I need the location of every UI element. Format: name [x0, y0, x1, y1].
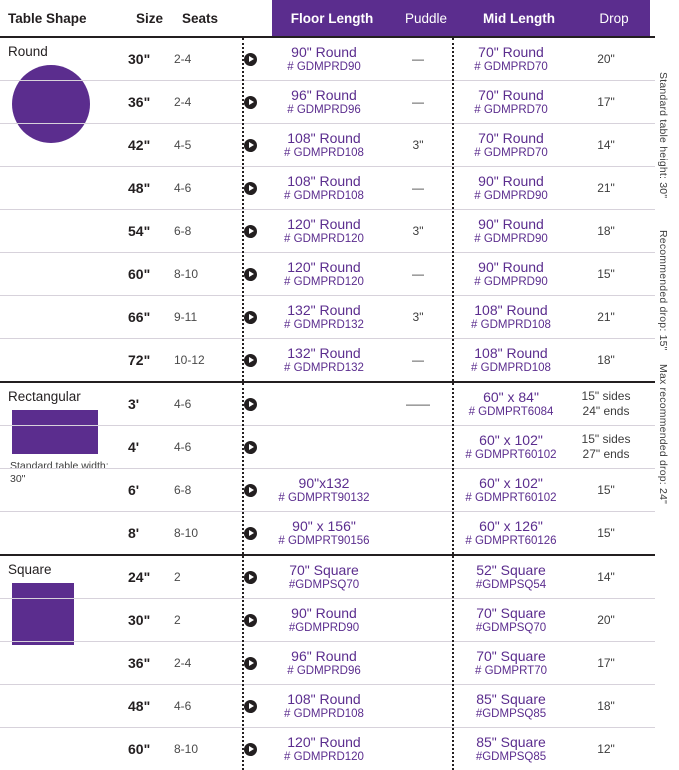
drop-cell: 20" — [597, 612, 615, 627]
arrow-cell — [236, 124, 264, 166]
seats-cell: 2-4 — [174, 656, 192, 670]
section-square — [0, 556, 655, 770]
mid-length-cell — [452, 124, 570, 166]
mid-length-cell — [452, 469, 570, 511]
seats-cell: 6-8 — [174, 224, 192, 238]
seats-cell: 9-11 — [174, 310, 198, 324]
table-row — [0, 253, 655, 296]
arrow-right-icon — [244, 354, 257, 367]
shape-cell — [0, 642, 128, 684]
shape-cell — [0, 383, 128, 425]
seats-cell: 6-8 — [174, 483, 192, 497]
drop-cell: 14" — [597, 569, 615, 584]
mid-length-value: 70" Round — [478, 43, 544, 60]
floor-length-value: 90" x 156" — [292, 517, 356, 534]
mid-length-cell — [452, 383, 570, 425]
mid-length-sku: #GDMPSQ85 — [475, 750, 547, 763]
mid-length-sku: # GDMPRD108 — [471, 318, 551, 331]
puddle-cell — [384, 685, 452, 727]
mid-length-cell — [452, 685, 570, 727]
floor-length-sku: #GDMPRD90 — [288, 621, 360, 634]
drop-cell: 15" sides 27" ends — [581, 432, 631, 461]
table-row — [0, 728, 655, 770]
mid-length-cell — [452, 556, 570, 598]
side-note-2: Max recommended drop: 24" — [657, 364, 669, 505]
mid-length-sku: # GDMPRT6084 — [468, 405, 554, 418]
mid-length-cell — [452, 339, 570, 381]
arrow-right-icon — [244, 527, 257, 540]
size-cell: 72" — [128, 352, 151, 368]
floor-length-cell — [264, 512, 384, 554]
mid-length-cell — [452, 253, 570, 295]
arrow-right-icon — [244, 311, 257, 324]
mid-length-sku: # GDMPRD70 — [474, 103, 548, 116]
shape-cell — [0, 124, 128, 166]
seats-cell: 10-12 — [174, 353, 205, 367]
arrow-right-icon — [244, 743, 257, 756]
size-cell: 54" — [128, 223, 151, 239]
header-size: Size — [136, 10, 164, 26]
mid-length-sku: # GDMPRD70 — [474, 146, 548, 159]
size-cell: 66" — [128, 309, 151, 325]
shape-label: Rectangular — [8, 389, 81, 404]
drop-cell: 20" — [597, 51, 615, 66]
puddle-cell: — — [412, 52, 424, 66]
arrow-cell — [236, 383, 264, 425]
floor-length-value: 108" Round — [287, 690, 361, 707]
arrow-cell — [236, 599, 264, 641]
table-row — [0, 296, 655, 339]
floor-length-sku: # GDMPRD108 — [284, 146, 364, 159]
seats-cell: 2-4 — [174, 52, 192, 66]
drop-cell: 15" sides 24" ends — [581, 389, 631, 418]
puddle-cell — [384, 599, 452, 641]
arrow-right-icon — [244, 268, 257, 281]
size-cell: 42" — [128, 137, 151, 153]
mid-length-sku: #GDMPSQ70 — [475, 621, 547, 634]
floor-length-cell — [264, 685, 384, 727]
size-cell: 8' — [128, 525, 140, 541]
table-row — [0, 469, 655, 512]
table-row — [0, 383, 655, 426]
arrow-cell — [236, 556, 264, 598]
mid-length-value: 70" Square — [476, 604, 546, 621]
shape-cell — [0, 556, 128, 598]
shape-cell — [0, 685, 128, 727]
puddle-cell: — — [412, 267, 424, 281]
table-row — [0, 426, 655, 469]
arrow-cell — [236, 296, 264, 338]
floor-length-cell — [264, 339, 384, 381]
shape-label: Square — [8, 562, 52, 577]
mid-length-value: 70" Round — [478, 86, 544, 103]
floor-length-value: 90" Round — [291, 43, 357, 60]
mid-length-value: 60" x 102" — [479, 431, 543, 448]
floor-length-value: 120" Round — [287, 733, 361, 750]
floor-length-sku: # GDMPRD108 — [284, 707, 364, 720]
floor-length-sku: # GDMPRD132 — [284, 318, 364, 331]
shape-cell — [0, 426, 128, 468]
section-rectangular — [0, 383, 655, 554]
arrow-cell — [236, 426, 264, 468]
drop-cell: 21" — [597, 180, 615, 195]
shape-cell — [0, 599, 128, 641]
table-row — [0, 38, 655, 81]
shape-cell — [0, 81, 128, 123]
size-cell: 24" — [128, 569, 151, 585]
floor-length-sku: # GDMPRD132 — [284, 361, 364, 374]
side-note-1: Recommended drop: 15" — [657, 230, 669, 351]
arrow-cell — [236, 210, 264, 252]
size-cell: 30" — [128, 612, 151, 628]
arrow-cell — [236, 728, 264, 770]
mid-length-sku: # GDMPRT60102 — [465, 448, 557, 461]
floor-length-cell — [264, 383, 384, 425]
column-separator-left — [242, 556, 244, 770]
shape-cell — [0, 210, 128, 252]
puddle-cell — [384, 642, 452, 684]
mid-length-sku: # GDMPRT60126 — [465, 534, 557, 547]
arrow-cell — [236, 469, 264, 511]
mid-length-cell — [452, 296, 570, 338]
floor-length-value: 96" Round — [291, 647, 357, 664]
seats-cell: 8-10 — [174, 526, 199, 540]
shape-cell — [0, 167, 128, 209]
floor-length-cell — [264, 210, 384, 252]
column-separator-right — [452, 556, 454, 770]
puddle-cell — [384, 556, 452, 598]
seats-cell: 4-5 — [174, 138, 192, 152]
arrow-cell — [236, 167, 264, 209]
header-spacer — [244, 0, 272, 36]
shape-cell — [0, 728, 128, 770]
puddle-cell: —— — [406, 397, 430, 411]
floor-length-cell — [264, 81, 384, 123]
header-floor-length: Floor Length — [272, 0, 392, 36]
size-cell: 48" — [128, 698, 151, 714]
seats-cell: 8-10 — [174, 742, 199, 756]
table-row — [0, 512, 655, 554]
arrow-cell — [236, 642, 264, 684]
arrow-right-icon — [244, 484, 257, 497]
arrow-right-icon — [244, 441, 257, 454]
header-mid-length: Mid Length — [460, 0, 578, 36]
mid-length-sku: # GDMPRT60102 — [465, 491, 557, 504]
floor-length-value: 132" Round — [287, 344, 361, 361]
column-separator-left — [242, 383, 244, 554]
arrow-right-icon — [244, 571, 257, 584]
shape-cell — [0, 38, 128, 80]
arrow-right-icon — [244, 53, 257, 66]
header-table-shape: Table Shape — [8, 10, 87, 26]
shape-note: Standard table width: 30" — [10, 460, 109, 486]
mid-length-value: 90" Round — [478, 215, 544, 232]
mid-length-value: 60" x 102" — [479, 474, 543, 491]
mid-length-sku: # GDMPRD90 — [474, 232, 548, 245]
floor-length-sku: # GDMPRD96 — [287, 103, 361, 116]
table-row — [0, 642, 655, 685]
column-separator-right — [452, 383, 454, 554]
floor-length-cell — [264, 556, 384, 598]
size-cell: 36" — [128, 655, 151, 671]
size-cell: 48" — [128, 180, 151, 196]
floor-length-sku: # GDMPRD96 — [287, 664, 361, 677]
mid-length-sku: #GDMPSQ54 — [475, 578, 547, 591]
floor-length-sku: # GDMPRD90 — [287, 60, 361, 73]
seats-cell: 2-4 — [174, 95, 192, 109]
seats-cell: 4-6 — [174, 699, 192, 713]
table-row — [0, 685, 655, 728]
floor-length-sku: # GDMPRD120 — [284, 275, 364, 288]
floor-length-value: 132" Round — [287, 301, 361, 318]
arrow-right-icon — [244, 225, 257, 238]
mid-length-value: 52" Square — [476, 561, 546, 578]
puddle-cell — [384, 512, 452, 554]
floor-length-sku: # GDMPRD120 — [284, 232, 364, 245]
puddle-cell — [384, 426, 452, 468]
mid-length-sku: # GDMPRD70 — [474, 60, 548, 73]
arrow-cell — [236, 339, 264, 381]
arrow-cell — [236, 512, 264, 554]
mid-length-value: 90" Round — [478, 172, 544, 189]
shape-cell — [0, 512, 128, 554]
shape-label: Round — [8, 44, 48, 59]
table-header — [0, 0, 679, 36]
arrow-right-icon — [244, 657, 257, 670]
table-row — [0, 124, 655, 167]
drop-cell: 17" — [597, 655, 615, 670]
mid-length-value: 108" Round — [474, 301, 548, 318]
mid-length-sku: # GDMPRD108 — [471, 361, 551, 374]
floor-length-value: 90" Round — [291, 604, 357, 621]
floor-length-sku: # GDMPRT90132 — [278, 491, 370, 504]
column-separator-left — [242, 38, 244, 381]
seats-cell: 4-6 — [174, 440, 192, 454]
floor-length-value: 120" Round — [287, 215, 361, 232]
column-separator-right — [452, 38, 454, 381]
size-cell: 30" — [128, 51, 151, 67]
drop-cell: 18" — [597, 698, 615, 713]
mid-length-cell — [452, 512, 570, 554]
floor-length-sku: # GDMPRD120 — [284, 750, 364, 763]
mid-length-cell — [452, 81, 570, 123]
floor-length-cell — [264, 38, 384, 80]
mid-length-sku: # GDMPRT70 — [474, 664, 547, 677]
floor-length-cell — [264, 426, 384, 468]
shape-cell — [0, 253, 128, 295]
arrow-right-icon — [244, 614, 257, 627]
header-drop: Drop — [578, 0, 650, 36]
size-cell: 60" — [128, 741, 151, 757]
seats-cell: 4-6 — [174, 181, 192, 195]
floor-length-cell — [264, 253, 384, 295]
floor-length-sku: # GDMPRT90156 — [278, 534, 370, 547]
size-cell: 6' — [128, 482, 140, 498]
drop-cell: 18" — [597, 223, 615, 238]
mid-length-cell — [452, 599, 570, 641]
section-round — [0, 38, 655, 381]
mid-length-cell — [452, 642, 570, 684]
puddle-cell: 3" — [412, 310, 424, 324]
floor-length-sku: # GDMPRD108 — [284, 189, 364, 202]
arrow-right-icon — [244, 139, 257, 152]
size-chart-grid — [0, 36, 655, 770]
arrow-cell — [236, 685, 264, 727]
arrow-cell — [236, 253, 264, 295]
drop-cell: 21" — [597, 309, 615, 324]
mid-length-value: 60" x 84" — [483, 388, 539, 405]
mid-length-sku: #GDMPSQ85 — [475, 707, 547, 720]
mid-length-value: 70" Square — [476, 647, 546, 664]
floor-length-cell — [264, 124, 384, 166]
side-notes — [655, 34, 677, 505]
floor-length-sku: #GDMPSQ70 — [288, 578, 360, 591]
arrow-cell — [236, 38, 264, 80]
header-puddle: Puddle — [392, 0, 460, 36]
table-row — [0, 339, 655, 381]
table-row — [0, 167, 655, 210]
mid-length-value: 90" Round — [478, 258, 544, 275]
floor-length-value: 96" Round — [291, 86, 357, 103]
drop-cell: 15" — [597, 482, 615, 497]
drop-cell: 14" — [597, 137, 615, 152]
mid-length-value: 108" Round — [474, 344, 548, 361]
floor-length-value: 90"x132 — [298, 474, 350, 491]
floor-length-value: 108" Round — [287, 172, 361, 189]
seats-cell: 4-6 — [174, 397, 192, 411]
drop-cell: 17" — [597, 94, 615, 109]
arrow-right-icon — [244, 700, 257, 713]
floor-length-value: 70" Square — [289, 561, 359, 578]
arrow-right-icon — [244, 398, 257, 411]
puddle-cell — [384, 469, 452, 511]
table-row — [0, 210, 655, 253]
puddle-cell — [384, 728, 452, 770]
seats-cell: 2 — [174, 613, 181, 627]
mid-length-value: 70" Round — [478, 129, 544, 146]
mid-length-sku: # GDMPRD90 — [474, 275, 548, 288]
floor-length-cell — [264, 167, 384, 209]
size-cell: 60" — [128, 266, 151, 282]
mid-length-cell — [452, 728, 570, 770]
seats-cell: 2 — [174, 570, 181, 584]
puddle-cell: — — [412, 353, 424, 367]
floor-length-cell — [264, 296, 384, 338]
drop-cell: 12" — [597, 741, 615, 756]
mid-length-sku: # GDMPRD90 — [474, 189, 548, 202]
puddle-cell: — — [412, 181, 424, 195]
floor-length-value: 108" Round — [287, 129, 361, 146]
table-row — [0, 81, 655, 124]
mid-length-value: 85" Square — [476, 733, 546, 750]
puddle-cell: 3" — [412, 138, 424, 152]
arrow-cell — [236, 81, 264, 123]
mid-length-cell — [452, 426, 570, 468]
drop-cell: 18" — [597, 352, 615, 367]
mid-length-value: 85" Square — [476, 690, 546, 707]
puddle-cell: — — [412, 95, 424, 109]
seats-cell: 8-10 — [174, 267, 199, 281]
puddle-cell: 3" — [412, 224, 424, 238]
floor-length-value: 120" Round — [287, 258, 361, 275]
floor-length-cell — [264, 728, 384, 770]
side-note-0: Standard table height: 30" — [657, 72, 669, 199]
floor-length-cell — [264, 599, 384, 641]
mid-length-value: 60" x 126" — [479, 517, 543, 534]
table-row — [0, 556, 655, 599]
drop-cell: 15" — [597, 525, 615, 540]
size-cell: 3' — [128, 396, 140, 412]
header-seats: Seats — [182, 10, 219, 26]
size-cell: 36" — [128, 94, 151, 110]
mid-length-cell — [452, 210, 570, 252]
arrow-right-icon — [244, 182, 257, 195]
shape-cell — [0, 469, 128, 511]
size-cell: 4' — [128, 439, 140, 455]
shape-cell — [0, 339, 128, 381]
shape-cell — [0, 296, 128, 338]
floor-length-cell — [264, 642, 384, 684]
arrow-right-icon — [244, 96, 257, 109]
floor-length-cell — [264, 469, 384, 511]
table-row — [0, 599, 655, 642]
mid-length-cell — [452, 167, 570, 209]
drop-cell: 15" — [597, 266, 615, 281]
mid-length-cell — [452, 38, 570, 80]
